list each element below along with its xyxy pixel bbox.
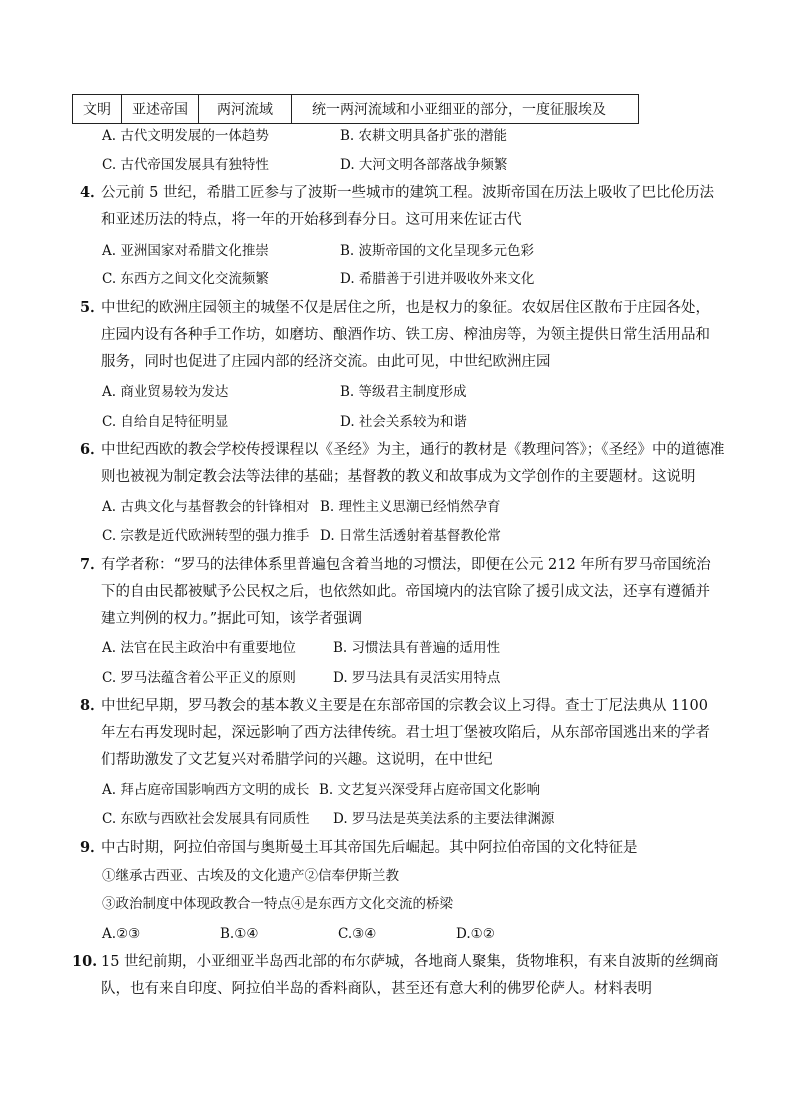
q7-option-a: A. 法官在民主政治中有重要地位 (102, 640, 296, 656)
q6-option-c: C. 宗教是近代欧洲转型的强力推手 (102, 528, 310, 544)
q5-option-c: C. 自给自足特征明显 (102, 414, 229, 430)
q9-option-b: B.①④ (220, 926, 259, 942)
q6-option-d: D. 日常生活透射着基督教伦常 (320, 528, 501, 544)
q7-stem-line: 下的自由民都被赋予公民权之后，也依然如此。帝国境内的法官除了援引成文法，还享有遵循并 (101, 584, 710, 600)
q5-stem-line: 中世纪的欧洲庄园领主的城堡不仅是居住之所，也是权力的象征。农奴居住区散布于庄园各处， (101, 300, 710, 316)
q4-option-c: C. 东西方之间文化交流频繁 (102, 271, 269, 287)
q7-option-c: C. 罗马法蕴含着公平正义的原则 (102, 670, 296, 686)
q8-option-b: B. 文艺复兴深受拜占庭帝国文化影响 (319, 782, 541, 798)
q10-number: 10. (72, 953, 98, 970)
q5-option-a: A. 商业贸易较为发达 (102, 384, 229, 400)
q4-stem-line: 和亚述历法的特点，将一年的开始移到春分日。这可用来佐证古代 (101, 212, 522, 228)
q9-option-d: D.①② (456, 926, 495, 942)
q9-number: 9． (80, 839, 105, 856)
table-cell: 统一两河流域和小亚细亚的部分，一度征服埃及 (292, 95, 639, 124)
q7-stem-line: 有学者称：“罗马的法律体系里普遍包含着当地的习惯法，即便在公元 212 年所有罗马帝国统治 (101, 557, 711, 573)
q7-number: 7． (80, 556, 105, 573)
q6-stem-line: 则也被视为制定教会法等法律的基础；基督教的教义和故事成为文学创作的主要题材。这说明 (101, 469, 696, 485)
q3-option-a: A. 古代文明发展的一体趋势 (102, 128, 269, 144)
q8-option-c: C. 东欧与西欧社会发展具有同质性 (102, 811, 310, 827)
q8-stem-line: 中世纪早期，罗马教会的基本教义主要是在东部帝国的宗教会议上习得。查士丁尼法典从 1100 (101, 698, 709, 714)
q9-statement-line: ①继承古西亚、古埃及的文化遗产②信奉伊斯兰教 (102, 868, 399, 884)
q9-option-a: A.②③ (102, 926, 141, 942)
table-cell: 亚述帝国 (122, 95, 199, 124)
q7-stem-line: 建立判例的权力。”据此可知，该学者强调 (101, 611, 363, 627)
q3-option-d: D. 大河文明各部落战争频繁 (340, 157, 508, 173)
q3-option-c: C. 古代帝国发展具有独特性 (102, 157, 269, 173)
q8-option-d: D. 罗马法是英美法系的主要法律渊源 (333, 811, 555, 827)
q4-option-d: D. 希腊善于引进并吸收外来文化 (340, 271, 535, 287)
q8-stem-line: 们帮助激发了文艺复兴对希腊学问的兴趣。这说明，在中世纪 (101, 752, 493, 768)
q7-option-b: B. 习惯法具有普遍的适用性 (333, 640, 501, 656)
q6-option-b: B. 理性主义思潮已经悄然孕育 (320, 499, 501, 515)
q4-option-a: A. 亚洲国家对希腊文化推崇 (102, 243, 269, 259)
q6-number: 6． (80, 441, 105, 458)
q5-option-b: B. 等级君主制度形成 (340, 384, 467, 400)
q6-option-a: A. 古典文化与基督教会的针锋相对 (102, 499, 310, 515)
q7-option-d: D. 罗马法具有灵活实用特点 (333, 670, 501, 686)
table-row (73, 95, 639, 124)
q10-stem-line: 15 世纪前期，小亚细亚半岛西北部的布尔萨城，各地商人聚集，货物堆积，有来自波斯的丝绸商 (101, 954, 719, 970)
q5-stem-line: 服务，同时也促进了庄园内部的经济交流。由此可见，中世纪欧洲庄园 (101, 354, 551, 370)
q9-stem-line: 中古时期，阿拉伯帝国与奥斯曼土耳其帝国先后崛起。其中阿拉伯帝国的文化特征是 (101, 840, 638, 856)
q8-number: 8． (80, 697, 105, 714)
q8-stem-line: 年左右再发现时起，深远影响了西方法律传统。君士坦丁堡被攻陷后，从东部帝国逃出来的学者 (101, 725, 710, 741)
q5-number: 5． (80, 299, 105, 316)
q4-option-b: B. 波斯帝国的文化呈现多元色彩 (340, 243, 535, 259)
q4-number: 4． (80, 184, 105, 201)
q8-option-a: A. 拜占庭帝国影响西方文明的成长 (102, 782, 310, 798)
q9-statement-line: ③政治制度中体现政教合一特点④是东西方文化交流的桥梁 (102, 896, 453, 912)
table-cell: 文明 (73, 95, 122, 124)
q5-option-d: D. 社会关系较为和谐 (340, 414, 467, 430)
civilization-table (72, 94, 639, 124)
q6-stem-line: 中世纪西欧的教会学校传授课程以《圣经》为主，通行的教材是《教理问答》；《圣经》中的道德准 (101, 442, 725, 458)
q10-stem-line: 队，也有来自印度、阿拉伯半岛的香料商队，甚至还有意大利的佛罗伦萨人。材料表明 (101, 981, 652, 997)
q4-stem-line: 公元前 5 世纪，希腊工匠参与了波斯一些城市的建筑工程。波斯帝国在历法上吸收了巴比伦历法 (101, 185, 714, 201)
q5-stem-line: 庄园内设有各种手工作坊，如磨坊、酿酒作坊、铁工房、榨油房等，为领主提供日常生活用品和 (101, 327, 710, 343)
q9-option-c: C.③④ (338, 926, 377, 942)
q3-option-b: B. 农耕文明具备扩张的潜能 (340, 128, 508, 144)
table-cell: 两河流域 (199, 95, 292, 124)
